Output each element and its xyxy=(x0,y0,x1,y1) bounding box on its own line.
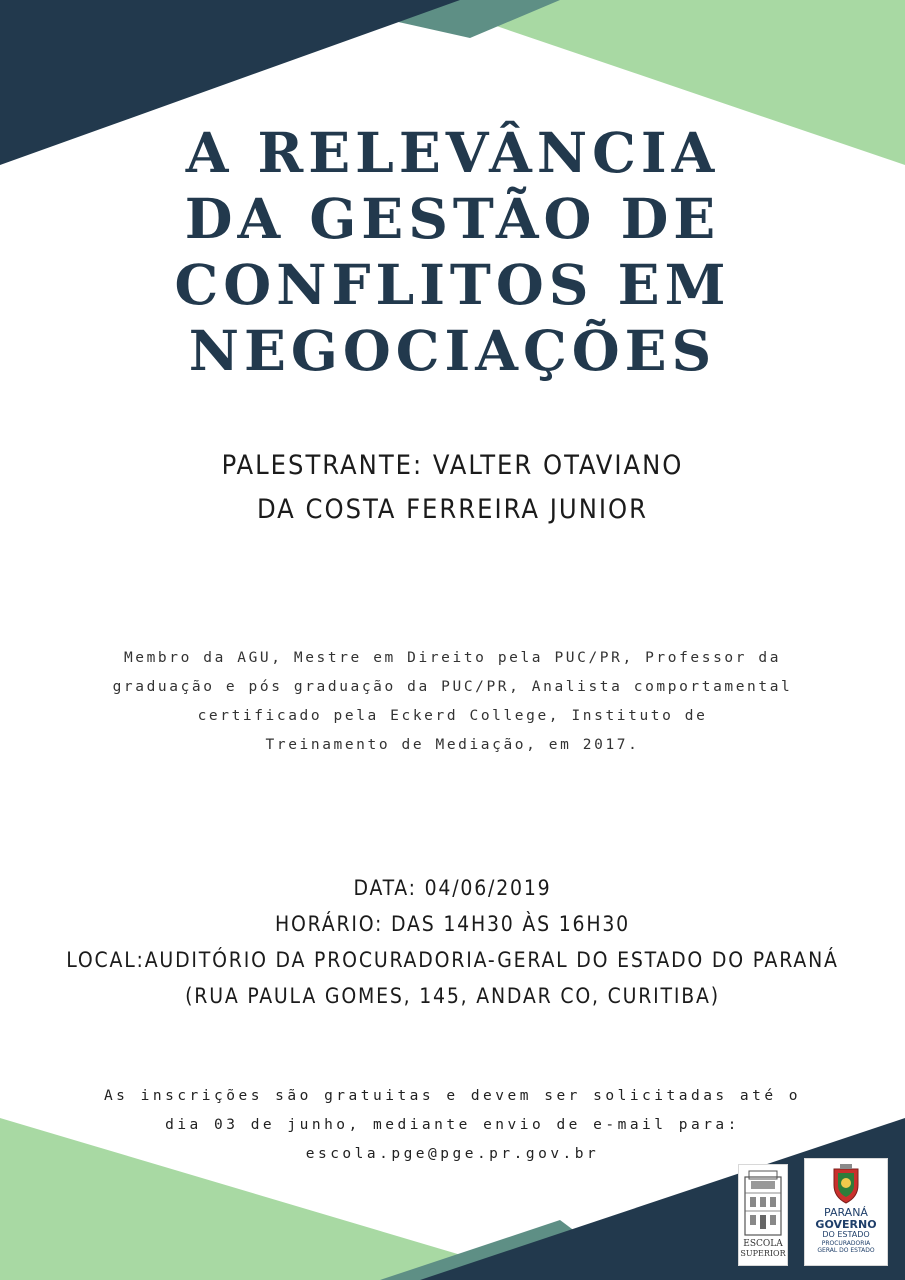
bio-line: certificado pela Eckerd College, Instituto de xyxy=(197,708,708,724)
title-line: A RELEVÂNCIA xyxy=(185,120,720,185)
speaker-block xyxy=(0,444,905,532)
speaker-bio xyxy=(0,644,905,760)
bio-line: graduação e pós graduação da PUC/PR, Analista comportamental xyxy=(112,679,793,695)
escola-text: ESCOLA xyxy=(743,1239,783,1249)
governo-text: GOVERNO xyxy=(815,1218,877,1231)
registration-info xyxy=(0,1082,905,1169)
do-estado-text: DO ESTADO xyxy=(822,1230,870,1239)
title-line: DA GESTÃO DE xyxy=(184,186,721,251)
building-icon xyxy=(739,1167,787,1237)
coat-of-arms-icon xyxy=(828,1163,864,1205)
procuradoria-text: PROCURADORIA xyxy=(821,1240,871,1247)
escola-superior-logo xyxy=(738,1164,788,1266)
geral-estado-text: GERAL DO ESTADO xyxy=(817,1246,875,1254)
event-location: LOCAL:AUDITÓRIO DA PROCURADORIA-GERAL DO ESTADO DO PARANÁ xyxy=(66,948,839,972)
event-time: HORÁRIO: DAS 14H30 ÀS 16H30 xyxy=(274,912,630,936)
event-details xyxy=(0,870,905,1014)
superior-text: SUPERIOR xyxy=(740,1249,786,1258)
governo-parana-logo xyxy=(804,1158,888,1266)
title-line: CONFLITOS EM xyxy=(174,252,731,317)
poster-title xyxy=(0,120,905,384)
title-line: NEGOCIAÇÕES xyxy=(188,318,717,383)
registration-email[interactable]: escola.pge@pge.pr.gov.br xyxy=(305,1146,600,1162)
event-address: (RUA PAULA GOMES, 145, ANDAR CO, CURITIBA) xyxy=(185,984,720,1008)
parana-text: PARANÁ xyxy=(824,1206,868,1219)
speaker-line: DA COSTA FERREIRA JUNIOR xyxy=(256,494,649,525)
registration-line: dia 03 de junho, mediante envio de e-mail para: xyxy=(165,1117,740,1133)
event-date: DATA: 04/06/2019 xyxy=(353,876,552,900)
bio-line: Membro da AGU, Mestre em Direito pela PUC/PR, Professor da xyxy=(123,650,782,666)
speaker-line: PALESTRANTE: VALTER OTAVIANO xyxy=(221,450,684,481)
registration-line: As inscrições são gratuitas e devem ser solicitadas até o xyxy=(103,1088,802,1104)
bio-line: Treinamento de Mediação, em 2017. xyxy=(265,737,640,753)
